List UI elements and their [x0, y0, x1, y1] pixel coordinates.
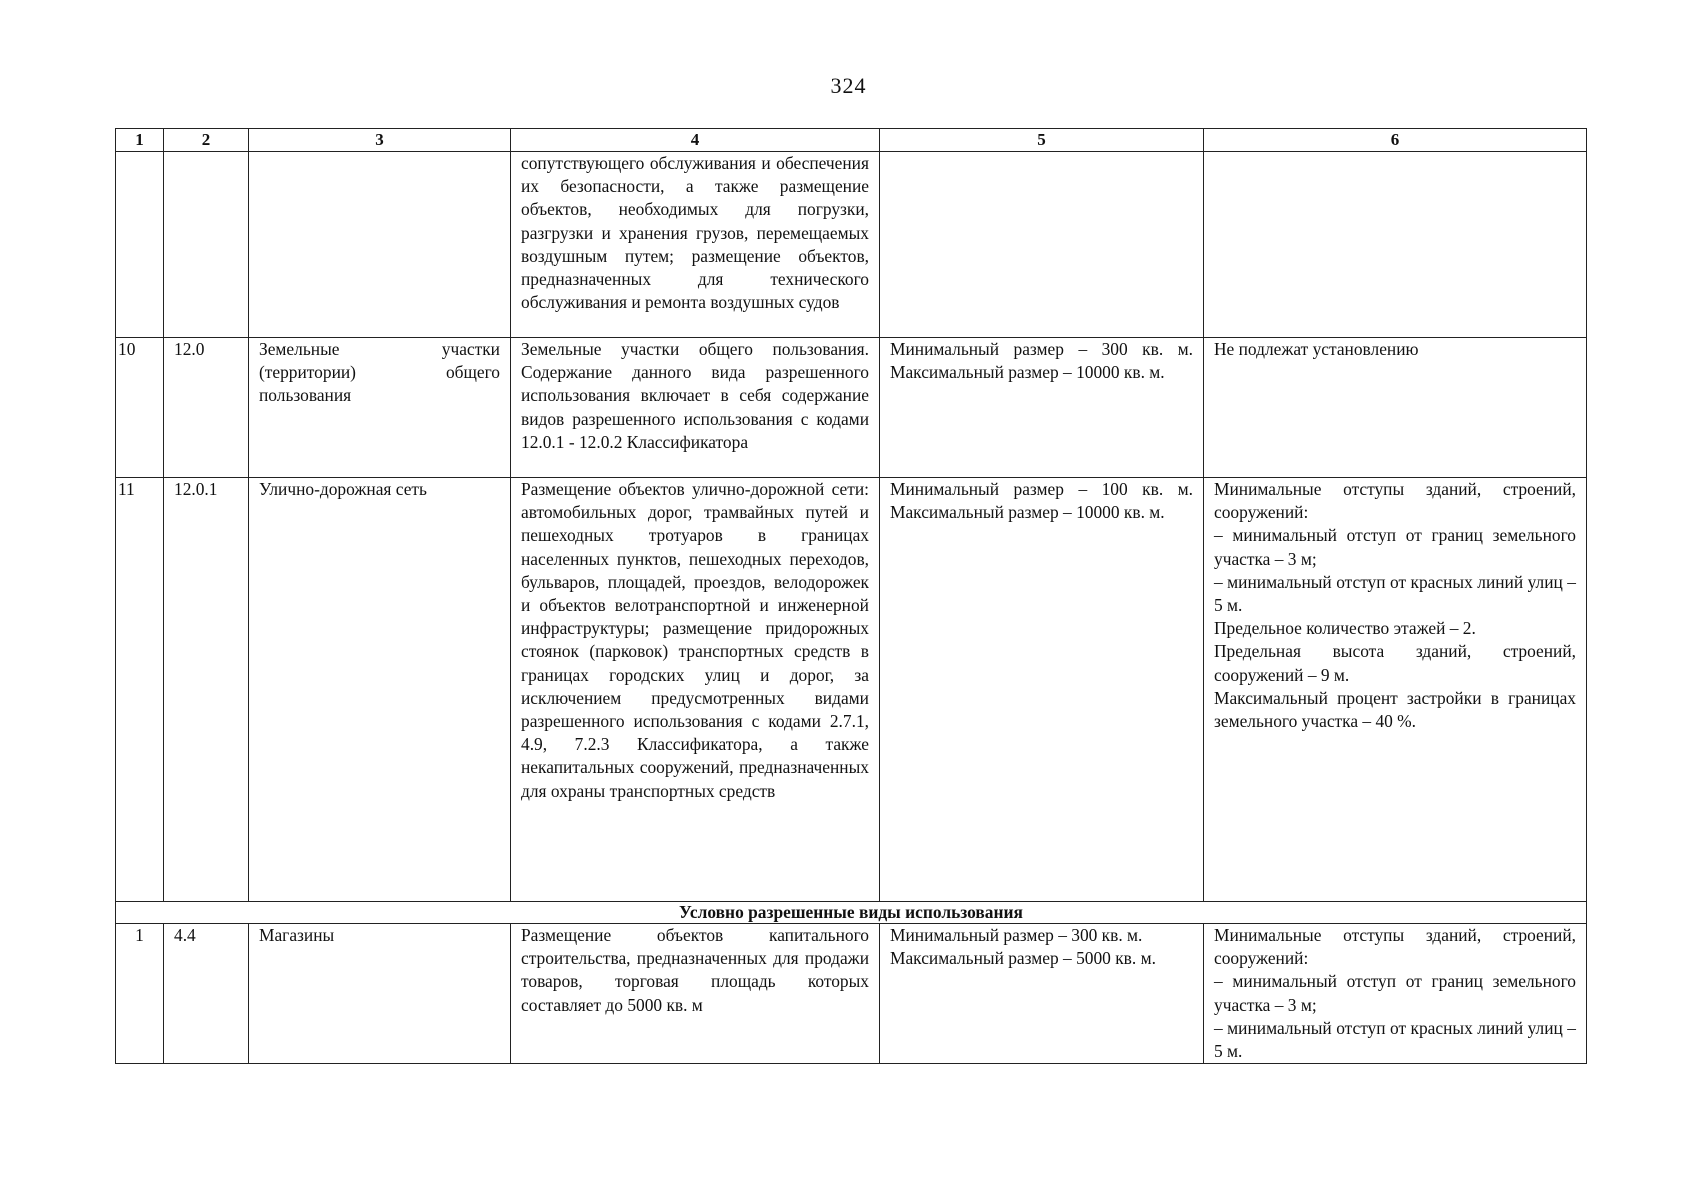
limit-line: Предельное количество этажей – 2.: [1214, 618, 1476, 639]
table-row: [116, 338, 1587, 478]
cell-no: 11: [116, 478, 164, 902]
header-col-6: 6: [1204, 129, 1587, 152]
header-col-5: 5: [880, 129, 1204, 152]
cell-size: [880, 924, 1204, 1064]
table-row-continuation: [116, 152, 1587, 338]
limit-line: – минимальный отступ от красных линий улиц – 5 м.: [1214, 1017, 1576, 1062]
cell-name: Магазины: [249, 924, 511, 1064]
cell-description: сопутствующего обслуживания и обеспечения их безопасности, а также размещение объектов, необходимых для погрузки, разгрузки и хранения грузов, перемещаемых воздушным путем; размещение объектов, предназначенных для технического обслуживания и ремонта воздушных судов: [511, 152, 880, 338]
header-col-1: 1: [116, 129, 164, 152]
section-title: Условно разрешенные виды использования: [116, 902, 1587, 924]
cell-description: Размещение объектов капитального строительства, предназначенных для продажи товаров, торговая площадь которых составляет до 5000 кв. м: [511, 924, 880, 1064]
limit-line: – минимальный отступ от границ земельного участка – 3 м;: [1214, 971, 1576, 1015]
cell-name: [249, 152, 511, 338]
limit-line: Минимальные отступы зданий, строений, сооружений:: [1214, 925, 1576, 969]
cell-size: Минимальный размер – 100 кв. м. Максимальный размер – 10000 кв. м.: [880, 478, 1204, 902]
cell-name: Улично-дорожная сеть: [249, 478, 511, 902]
cell-no: [116, 152, 164, 338]
limit-line: – минимальный отступ от красных линий улиц – 5 м.: [1214, 571, 1576, 616]
cell-limits: [1204, 152, 1587, 338]
cell-code: 12.0.1: [164, 478, 249, 902]
cell-limits: [1204, 338, 1587, 478]
cell-limits: [1204, 478, 1587, 902]
table-row: [116, 924, 1587, 1064]
cell-description: Размещение объектов улично-дорожной сети: автомобильных дорог, трамвайных путей и пешеходных тротуаров в границах населенных пунктов, пешеходных переходов, бульваров, площадей, проездов, велодорожек и объектов велотранспортной и инженерной инфраструктуры; размещение придорожных стоянок (парковок) транспортных средств в границах городских улиц и дорог, за исключением предусмотренных видами разрешенного использования с кодами 2.7.1, 4.9, 7.2.3 Классификатора, а также некапитальных сооружений, предназначенных для охраны транспортных средств: [511, 478, 880, 902]
cell-description: Земельные участки общего пользования. Содержание данного вида разрешенного использования включает в себя содержание видов разрешенного использования с кодами 12.0.1 - 12.0.2 Классификатора: [511, 338, 880, 478]
land-use-regulations-table: [115, 128, 1587, 1064]
limit-line: Не подлежат установлению: [1214, 339, 1419, 359]
header-col-2: 2: [164, 129, 249, 152]
size-line: Максимальный размер – 5000 кв. м.: [890, 948, 1156, 969]
page-number: 324: [830, 73, 867, 98]
cell-code: [164, 152, 249, 338]
header-col-4: 4: [511, 129, 880, 152]
limit-line: Максимальный процент застройки в границах земельного участка – 40 %.: [1214, 687, 1576, 732]
cell-code: 12.0: [164, 338, 249, 478]
section-header-row: [116, 902, 1587, 924]
cell-code: 4.4: [164, 924, 249, 1064]
column-number-header-row: [116, 129, 1587, 152]
limit-line: – минимальный отступ от границ земельного участка – 3 м;: [1214, 525, 1576, 569]
cell-no: 1: [116, 924, 164, 1064]
cell-no: 10: [116, 338, 164, 478]
cell-limits: [1204, 924, 1587, 1064]
header-col-3: 3: [249, 129, 511, 152]
table-row: [116, 478, 1587, 902]
limit-line: Минимальные отступы зданий, строений, сооружений:: [1214, 479, 1576, 523]
cell-name: Земельные участки (территории) общего пользования: [249, 338, 511, 478]
limit-line: Предельная высота зданий, строений, сооружений – 9 м.: [1214, 641, 1576, 685]
size-line: Минимальный размер – 300 кв. м.: [890, 925, 1143, 945]
cell-size: [880, 152, 1204, 338]
cell-size: Минимальный размер – 300 кв. м. Максимальный размер – 10000 кв. м.: [880, 338, 1204, 478]
